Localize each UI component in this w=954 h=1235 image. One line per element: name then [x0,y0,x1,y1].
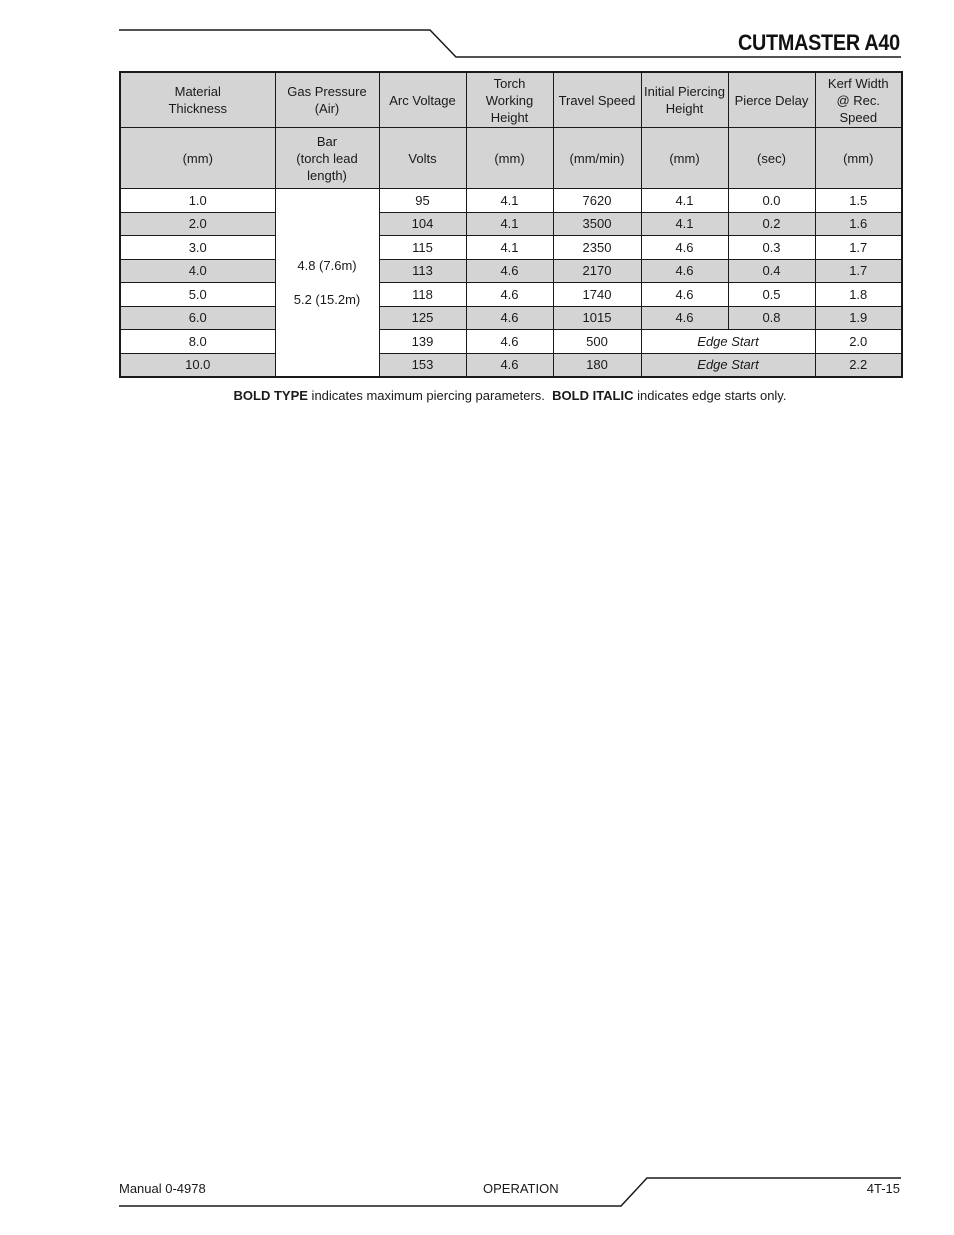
kerf-width-cell: 1.6 [815,212,902,236]
torch-working-height-cell: 4.6 [466,283,553,307]
material-thickness-cell: 1.0 [120,189,275,213]
edge-start-cell: Edge Start [641,353,815,377]
pierce-delay-cell: 0.3 [728,236,815,260]
column-unit-header: (mm) [815,128,902,189]
material-thickness-cell: 5.0 [120,283,275,307]
footnote-bold-type: BOLD TYPE [233,388,308,403]
column-header: Material Thickness [120,72,275,128]
column-unit-header: (sec) [728,128,815,189]
material-thickness-cell: 8.0 [120,330,275,354]
torch-working-height-cell: 4.1 [466,236,553,260]
column-unit-header: (mm) [466,128,553,189]
arc-voltage-cell: 104 [379,212,466,236]
pierce-delay-cell: 0.2 [728,212,815,236]
arc-voltage-cell: 153 [379,353,466,377]
material-thickness-cell: 10.0 [120,353,275,377]
arc-voltage-cell: 118 [379,283,466,307]
kerf-width-cell: 1.8 [815,283,902,307]
pierce-delay-cell: 0.5 [728,283,815,307]
initial-piercing-height-cell: 4.6 [641,283,728,307]
column-header: Pierce Delay [728,72,815,128]
pierce-delay-cell: 0.0 [728,189,815,213]
document-title: CUTMASTER A40 [738,30,900,55]
material-thickness-cell: 6.0 [120,306,275,330]
kerf-width-cell: 1.7 [815,259,902,283]
arc-voltage-cell: 113 [379,259,466,283]
column-unit-header: (mm) [120,128,275,189]
torch-working-height-cell: 4.1 [466,189,553,213]
footer-section: OPERATION [483,1181,559,1196]
arc-voltage-cell: 125 [379,306,466,330]
initial-piercing-height-cell: 4.6 [641,259,728,283]
material-thickness-cell: 4.0 [120,259,275,283]
material-thickness-cell: 2.0 [120,212,275,236]
footnote-text-2: indicates edge starts only. [633,388,787,403]
column-unit-header: (mm/min) [553,128,641,189]
arc-voltage-cell: 115 [379,236,466,260]
kerf-width-cell: 1.9 [815,306,902,330]
pierce-delay-cell: 0.8 [728,306,815,330]
travel-speed-cell: 500 [553,330,641,354]
edge-start-cell: Edge Start [641,330,815,354]
material-thickness-cell: 3.0 [120,236,275,260]
column-header: Initial Piercing Height [641,72,728,128]
column-header: Arc Voltage [379,72,466,128]
column-unit-header: (mm) [641,128,728,189]
torch-working-height-cell: 4.6 [466,330,553,354]
column-header: Torch Working Height [466,72,553,128]
kerf-width-cell: 2.0 [815,330,902,354]
arc-voltage-cell: 95 [379,189,466,213]
travel-speed-cell: 1740 [553,283,641,307]
column-header: Kerf Width @ Rec. Speed [815,72,902,128]
footer-manual-number: Manual 0-4978 [119,1181,206,1196]
kerf-width-cell: 1.7 [815,236,902,260]
arc-voltage-cell: 139 [379,330,466,354]
travel-speed-cell: 1015 [553,306,641,330]
travel-speed-cell: 7620 [553,189,641,213]
kerf-width-cell: 2.2 [815,353,902,377]
torch-working-height-cell: 4.6 [466,353,553,377]
initial-piercing-height-cell: 4.1 [641,189,728,213]
torch-working-height-cell: 4.6 [466,306,553,330]
gas-pressure-value: 4.8 (7.6m) [297,257,357,273]
travel-speed-cell: 2170 [553,259,641,283]
column-header: Travel Speed [553,72,641,128]
travel-speed-cell: 2350 [553,236,641,260]
column-unit-header: Bar (torch lead length) [275,128,379,189]
torch-working-height-cell: 4.6 [466,259,553,283]
pierce-delay-cell: 0.4 [728,259,815,283]
footnote-bold-italic: BOLD ITALIC [552,388,634,403]
kerf-width-cell: 1.5 [815,189,902,213]
footer-page-number: 4T-15 [866,1181,900,1196]
initial-piercing-height-cell: 4.1 [641,212,728,236]
column-unit-header: Volts [379,128,466,189]
initial-piercing-height-cell: 4.6 [641,236,728,260]
travel-speed-cell: 3500 [553,212,641,236]
torch-working-height-cell: 4.1 [466,212,553,236]
initial-piercing-height-cell: 4.6 [641,306,728,330]
travel-speed-cell: 180 [553,353,641,377]
footnote-text-1: indicates maximum piercing parameters. [307,388,553,403]
gas-pressure-value: 5.2 (15.2m) [293,291,361,307]
column-header: Gas Pressure (Air) [275,72,379,128]
